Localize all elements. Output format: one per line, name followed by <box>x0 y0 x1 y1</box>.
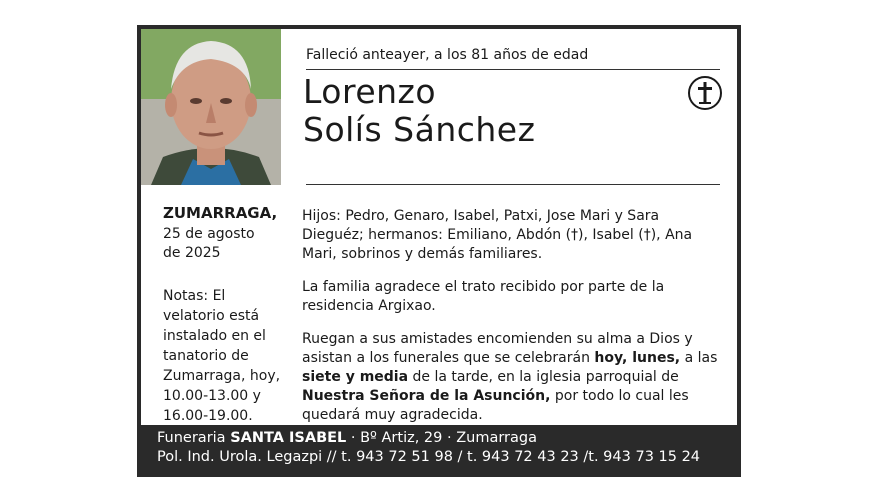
deceased-name <box>303 73 535 149</box>
funeral-home-footer <box>157 429 700 467</box>
footer-prefix: Funeraria <box>157 430 231 446</box>
family-paragraph: Hijos: Pedro, Genaro, Isabel, Patxi, Jose Mari y Sara Dieguéz; hermanos: Emiliano, Abdón (†), Isabel (†), Ana Mari, sobrinos y demás familiares. <box>302 208 693 262</box>
funeral-day: hoy, lunes, <box>594 350 681 366</box>
obituary-card <box>137 25 741 477</box>
funeral-home-name: SANTA ISABEL <box>230 430 347 446</box>
date <box>163 225 273 263</box>
footer-address: · Bº Artiz, 29 · Zumarraga <box>346 430 537 446</box>
footer-line-1 <box>157 429 700 448</box>
footer-phones: Pol. Ind. Urola. Legazpi // t. 943 72 51 98 / t. 943 72 43 23 /t. 943 73 15 24 <box>157 449 701 465</box>
name-surnames: Solís Sánchez <box>303 110 536 149</box>
place: ZUMARRAGA, <box>163 204 278 222</box>
funeral-time: siete y media <box>302 369 409 385</box>
funeral-text-4: por todo lo cual les quedará muy agradecida. <box>302 388 689 423</box>
thanks-paragraph: La familia agradece el trato recibido por parte de la residencia Argixao. <box>302 279 665 314</box>
funeral-text-2: a las <box>680 350 718 366</box>
funeral-paragraph <box>302 330 722 425</box>
portrait-photo <box>141 29 281 185</box>
wake-notes: Notas: El velatorio está instalado en el tanatorio de Zumarraga, hoy, 10.00-13.00 y 16.00-19.00. <box>163 288 281 424</box>
obituary-text <box>302 207 722 439</box>
funeral-text-3: de la tarde, en la iglesia parroquial de <box>408 369 679 385</box>
obituary-content <box>141 29 737 425</box>
name-divider <box>306 184 720 185</box>
top-divider <box>306 69 720 70</box>
date-line-1: 25 de agosto <box>163 226 255 242</box>
cross-icon <box>688 76 720 108</box>
funeral-church: Nuestra Señora de la Asunción, <box>302 388 551 404</box>
funeral-text-1: Ruegan a sus amistades encomienden su alma a Dios y asistan a los funerales que se celebrarán <box>302 331 693 366</box>
age-statement: Falleció anteayer, a los 81 años de edad <box>306 47 589 63</box>
name-first: Lorenzo <box>303 72 437 111</box>
date-line-2: de 2025 <box>163 245 221 261</box>
